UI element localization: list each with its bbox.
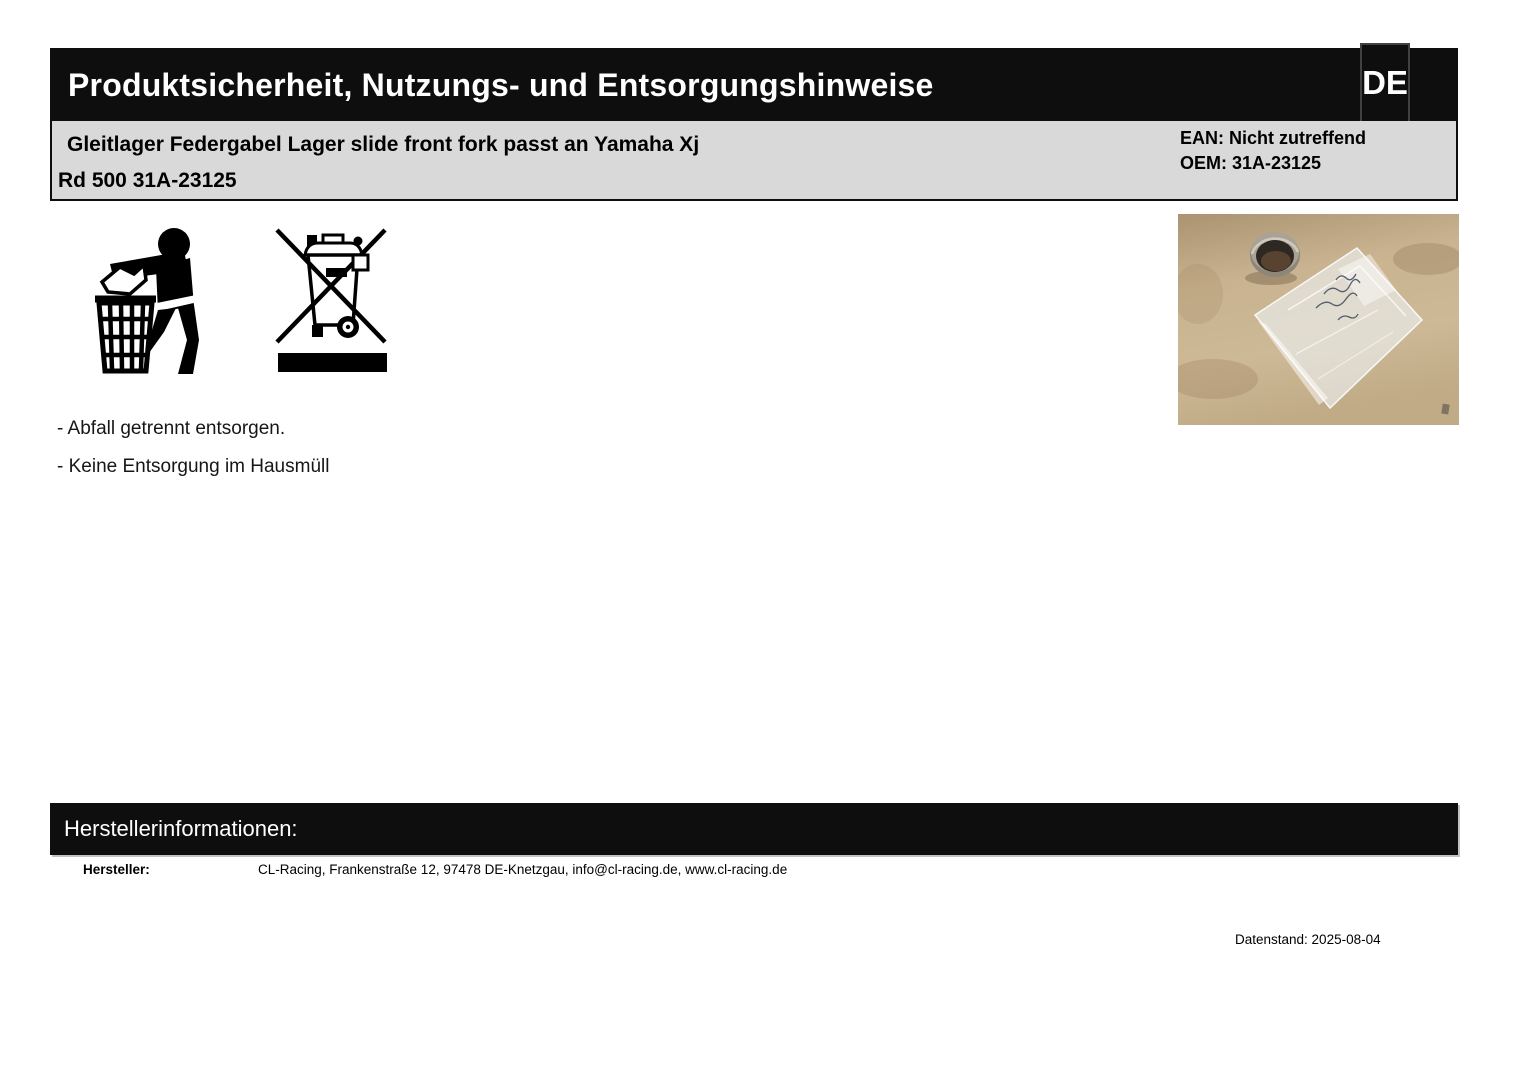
product-photo [1178,214,1459,425]
product-codes [1180,126,1452,176]
title-bar [52,50,1456,121]
disposal-note: - Abfall getrennt entsorgen. [57,418,286,439]
data-status-date: Datenstand: 2025-08-04 [1235,932,1381,947]
header [50,48,1458,201]
disposal-note: - Keine Entsorgung im Hausmüll [57,456,330,477]
product-name-line2: Rd 500 31A-23125 [58,169,237,192]
manufacturer-label: Hersteller: [83,862,150,877]
product-header [52,121,1456,199]
ean-value: EAN: Nicht zutreffend [1180,128,1366,148]
product-name [52,121,1032,199]
page-title: Produktsicherheit, Nutzungs- und Entsorgungshinweise [68,67,934,103]
manufacturer-section-title: Herstellerinformationen: [64,816,298,841]
language-badge: DE [1360,43,1410,121]
disposal-notes [57,410,329,486]
oem-value: OEM: 31A-23125 [1180,153,1322,173]
tidyman-litter-disposal-icon [94,220,202,374]
manufacturer-section-header [50,803,1458,855]
weee-crossed-out-wheelie-bin-icon [270,226,390,374]
manufacturer-value: CL-Racing, Frankenstraße 12, 97478 DE-Knetzgau, info@cl-racing.de, www.cl-racing.de [258,862,788,877]
product-name-line1: Gleitlager Federgabel Lager slide front fork passt an Yamaha Xj [67,133,700,156]
